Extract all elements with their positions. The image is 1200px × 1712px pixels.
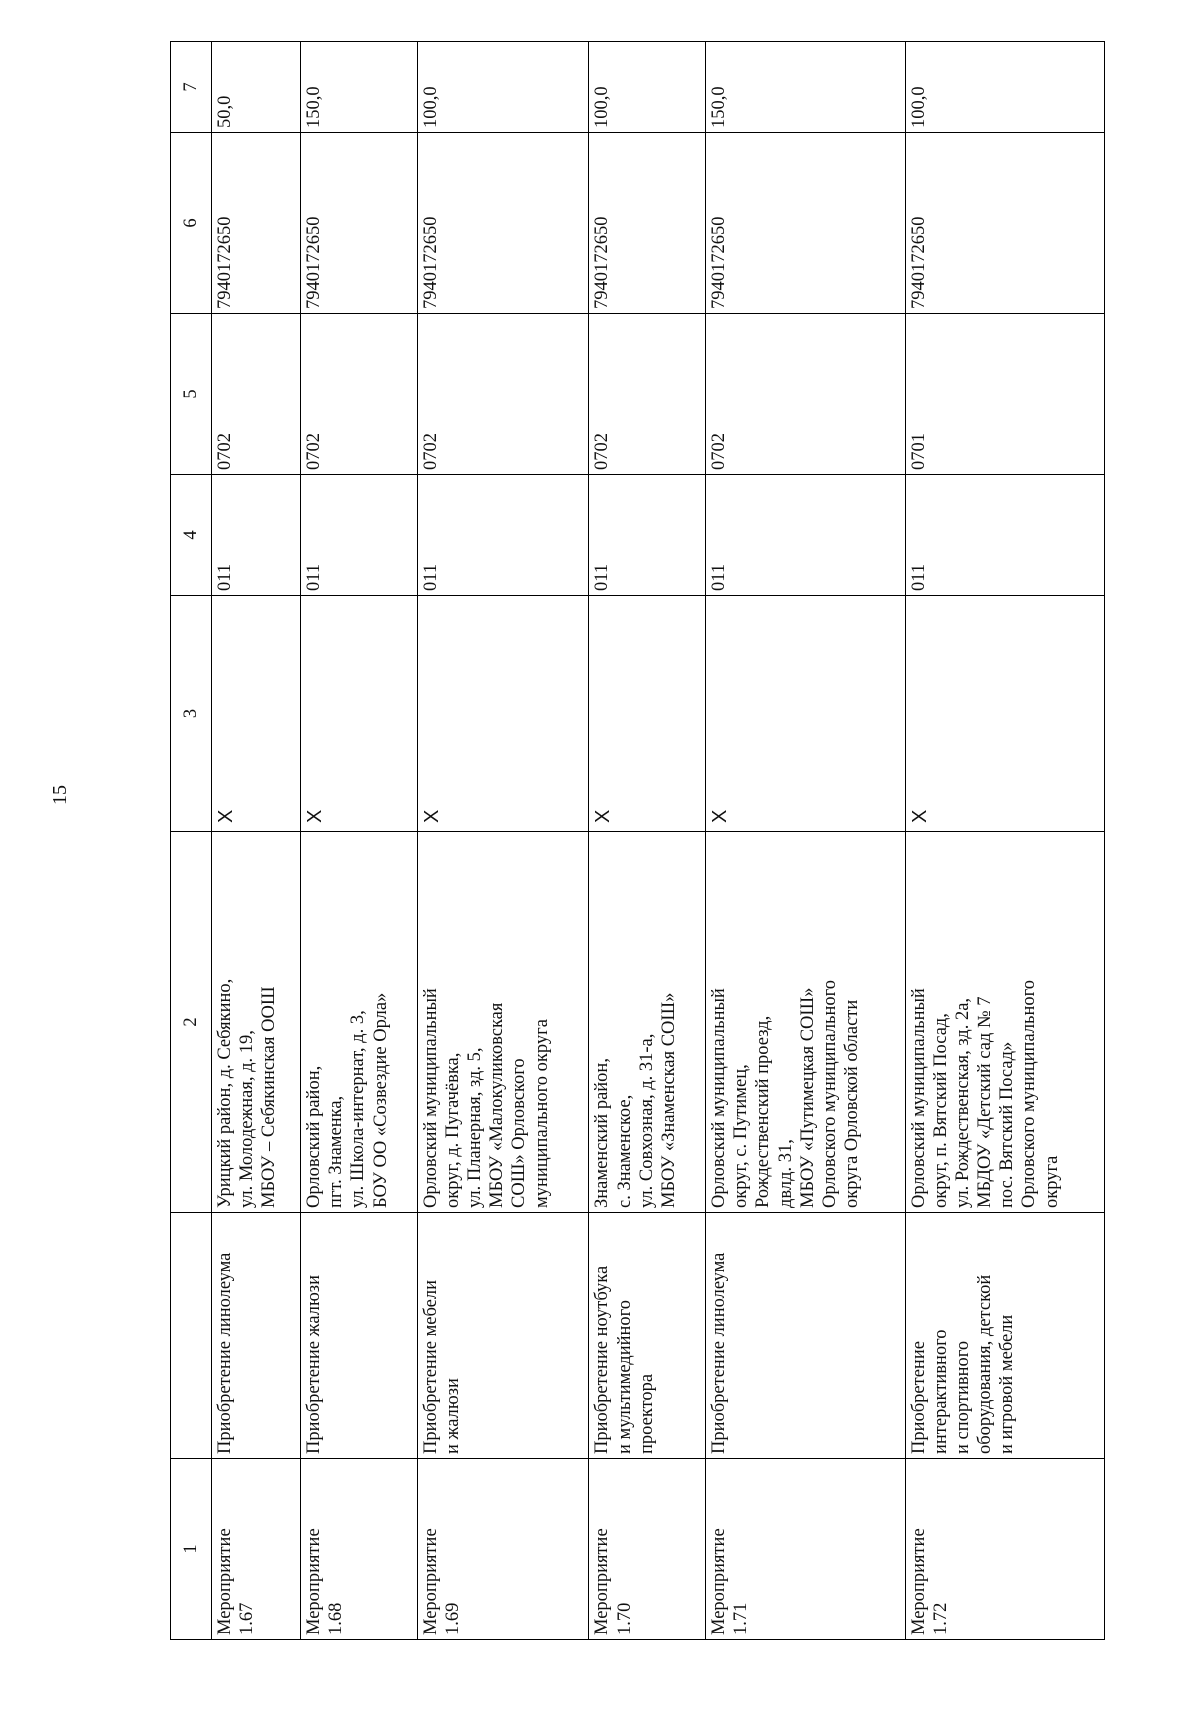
event-description-cell-line: и жалюзи xyxy=(442,1378,463,1454)
event-address-cell-line: СОШ» Орловского xyxy=(509,1058,530,1208)
event-number-cell xyxy=(417,1459,589,1640)
event-address-cell-line: двлд. 31, xyxy=(775,1139,796,1208)
event-number-cell-line: Мероприятие xyxy=(304,1528,325,1635)
event-number-cell-line: 1.70 xyxy=(614,1602,635,1635)
cross-mark-cell: Х xyxy=(417,596,589,832)
event-address-cell-line: округ, с. Путимец, xyxy=(731,1064,752,1208)
event-address-cell-line: БОУ ОО «Созвездие Орла» xyxy=(370,992,391,1208)
section-code-cell: 0702 xyxy=(301,314,418,475)
event-number-cell xyxy=(589,1459,706,1640)
event-address-cell xyxy=(706,832,905,1213)
event-address-cell-line: МБОУ «Путимецкая СОШ» xyxy=(797,987,818,1208)
event-number-cell-line: 1.69 xyxy=(442,1602,463,1635)
event-address-cell-line: ул. Школа-интернат, д. 3, xyxy=(348,1010,369,1208)
event-description-cell-line: Приобретение ноутбука xyxy=(592,1265,613,1454)
event-address-cell xyxy=(589,832,706,1213)
event-description-cell-line: проектора xyxy=(636,1373,657,1454)
code-011-cell: 011 xyxy=(589,475,706,596)
event-number-cell xyxy=(905,1459,1104,1640)
table-row xyxy=(706,42,905,1640)
target-code-cell: 7940172650 xyxy=(417,133,589,314)
section-code-cell: 0702 xyxy=(417,314,589,475)
event-address-cell xyxy=(905,832,1104,1213)
event-address-cell-line: Орловский муниципальный xyxy=(709,988,730,1208)
table-row xyxy=(301,42,418,1640)
event-address-cell-line: округ, п. Вятский Посад, xyxy=(930,1013,951,1208)
event-number-cell-line: 1.72 xyxy=(930,1602,951,1635)
event-description-cell-line: интерактивного xyxy=(930,1329,951,1454)
header-col-1: 1 xyxy=(171,1459,212,1640)
code-011-cell: 011 xyxy=(417,475,589,596)
event-number-cell-line: Мероприятие xyxy=(592,1528,613,1635)
code-011-cell: 011 xyxy=(905,475,1104,596)
event-description-cell-line: Приобретение xyxy=(908,1341,929,1454)
events-table xyxy=(170,41,1105,1640)
event-description-cell xyxy=(417,1213,589,1459)
event-address-cell xyxy=(301,832,418,1213)
event-address-cell-line: муниципального округа xyxy=(531,1019,552,1208)
amount-cell: 150,0 xyxy=(706,42,905,133)
event-address-cell-line: ул. Молодежная, д. 19, xyxy=(237,1030,258,1208)
event-number-cell xyxy=(301,1459,418,1640)
table-container xyxy=(170,50,1105,1640)
event-address-cell-line: Орловский муниципальный xyxy=(420,988,441,1208)
header-col-6: 6 xyxy=(171,133,212,314)
event-number-cell-line: Мероприятие xyxy=(420,1528,441,1635)
header-col-4: 4 xyxy=(171,475,212,596)
event-address-cell-line: ул. Рождественская, зд. 2а, xyxy=(952,997,973,1208)
cross-mark-cell: Х xyxy=(905,596,1104,832)
event-description-cell xyxy=(301,1213,418,1459)
event-number-cell-line: 1.68 xyxy=(326,1602,347,1635)
event-address-cell-line: Орловский район, xyxy=(304,1065,325,1208)
section-code-cell: 0702 xyxy=(212,314,301,475)
header-col-2: 2 xyxy=(171,832,212,1213)
event-address-cell xyxy=(212,832,301,1213)
event-address-cell-line: Знаменский район, xyxy=(592,1058,613,1208)
code-011-cell: 011 xyxy=(212,475,301,596)
event-address-cell-line: округа Орловской области xyxy=(842,999,863,1208)
cross-mark-cell: Х xyxy=(212,596,301,832)
amount-cell: 100,0 xyxy=(589,42,706,133)
amount-cell: 100,0 xyxy=(905,42,1104,133)
event-number-cell-line: 1.67 xyxy=(237,1602,258,1635)
target-code-cell: 7940172650 xyxy=(706,133,905,314)
event-description-cell-line: Приобретение линолеума xyxy=(709,1252,730,1454)
header-col-7: 7 xyxy=(171,42,212,133)
event-number-cell xyxy=(212,1459,301,1640)
event-address-cell-line: с. Знаменское, xyxy=(614,1094,635,1208)
page-number: 15 xyxy=(49,785,71,805)
amount-cell: 50,0 xyxy=(212,42,301,133)
cross-mark-cell: Х xyxy=(706,596,905,832)
event-number-cell-line: Мероприятие xyxy=(709,1528,730,1635)
table-body xyxy=(212,42,1105,1640)
event-description-cell xyxy=(905,1213,1104,1459)
event-number-cell-line: Мероприятие xyxy=(908,1528,929,1635)
code-011-cell: 011 xyxy=(301,475,418,596)
event-address-cell-line: ул. Совхозная, д. 31-а, xyxy=(636,1033,657,1208)
header-col-2-empty xyxy=(171,1213,212,1459)
header-col-3: 3 xyxy=(171,596,212,832)
event-address-cell-line: Орловского муниципального xyxy=(820,979,841,1208)
target-code-cell: 7940172650 xyxy=(589,133,706,314)
event-description-cell xyxy=(706,1213,905,1459)
event-address-cell-line: пос. Вятский Посад» xyxy=(997,1041,1018,1208)
event-address-cell-line: пгт. Знаменка, xyxy=(326,1095,347,1208)
event-description-cell-line: Приобретение линолеума xyxy=(215,1252,235,1454)
event-address-cell-line: Урицкий район, д. Себякино, xyxy=(215,978,235,1208)
table-row xyxy=(212,42,301,1640)
amount-cell: 150,0 xyxy=(301,42,418,133)
table-row xyxy=(417,42,589,1640)
target-code-cell: 7940172650 xyxy=(212,133,301,314)
event-address-cell-line: ул. Планерная, зд. 5, xyxy=(465,1047,486,1208)
event-description-cell-line: и мультимедийного xyxy=(614,1299,635,1454)
event-address-cell-line: Орловского муниципального xyxy=(1019,979,1040,1208)
event-description-cell-line: Приобретение мебели xyxy=(420,1280,441,1454)
event-address-cell-line: МБОУ «Знаменская СОШ» xyxy=(659,992,680,1208)
target-code-cell: 7940172650 xyxy=(301,133,418,314)
table-row xyxy=(905,42,1104,1640)
section-code-cell: 0702 xyxy=(589,314,706,475)
event-address-cell-line: МБОУ – Себякинская ООШ xyxy=(259,986,280,1208)
header-row xyxy=(171,42,212,1640)
event-description-cell-line: оборудования, детской xyxy=(975,1274,996,1454)
section-code-cell: 0702 xyxy=(706,314,905,475)
event-address-cell-line: МБОУ «Малокуликовская xyxy=(487,1002,508,1208)
event-description-cell-line: и игровой мебели xyxy=(997,1314,1018,1454)
event-address-cell-line: Орловский муниципальный xyxy=(908,988,929,1208)
amount-cell: 100,0 xyxy=(417,42,589,133)
event-address-cell-line: МБДОУ «Детский сад № 7 xyxy=(975,996,996,1208)
cross-mark-cell: Х xyxy=(301,596,418,832)
event-number-cell-line: 1.71 xyxy=(731,1602,752,1635)
event-address-cell-line: Рождественский проезд, xyxy=(753,1015,774,1208)
event-number-cell-line: Мероприятие xyxy=(215,1528,235,1635)
event-address-cell xyxy=(417,832,589,1213)
cross-mark-cell: Х xyxy=(589,596,706,832)
table-row xyxy=(589,42,706,1640)
header-col-5: 5 xyxy=(171,314,212,475)
event-description-cell xyxy=(589,1213,706,1459)
section-code-cell: 0701 xyxy=(905,314,1104,475)
target-code-cell: 7940172650 xyxy=(905,133,1104,314)
code-011-cell: 011 xyxy=(706,475,905,596)
event-address-cell-line: округа xyxy=(1041,1155,1062,1208)
event-number-cell xyxy=(706,1459,905,1640)
event-address-cell-line: округ, д. Пугачёвка, xyxy=(442,1052,463,1208)
event-description-cell-line: Приобретение жалюзи xyxy=(304,1275,325,1454)
event-description-cell-line: и спортивного xyxy=(952,1340,973,1454)
event-description-cell xyxy=(212,1213,301,1459)
